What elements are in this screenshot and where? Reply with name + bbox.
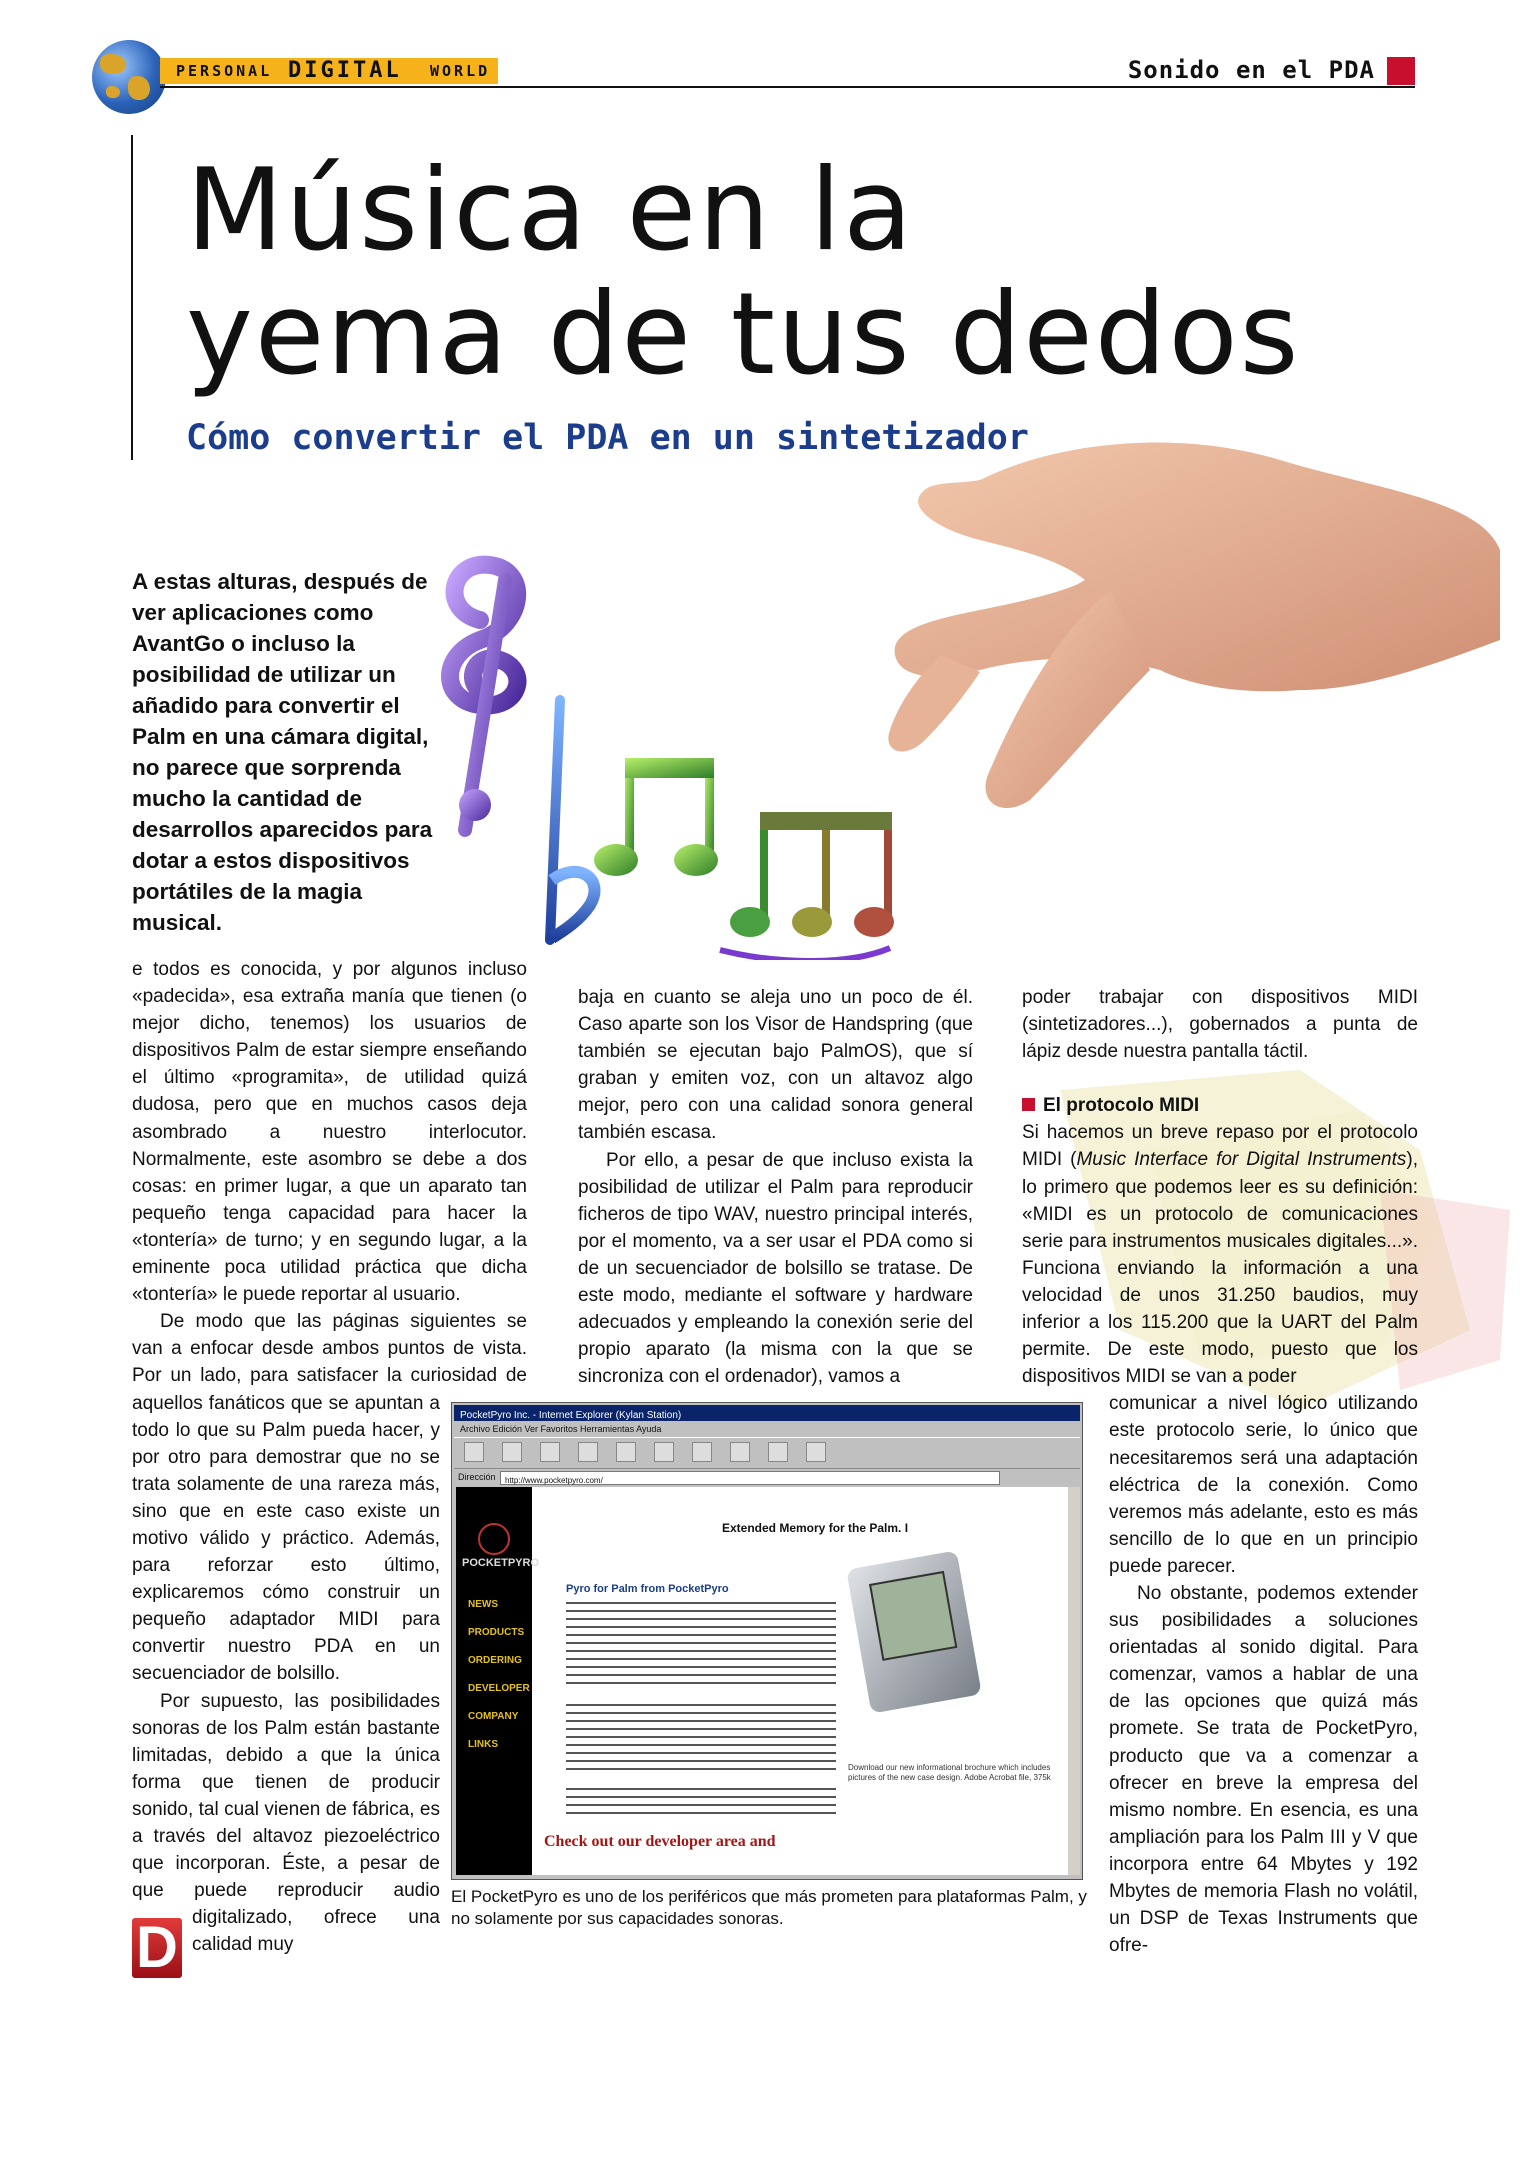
column-2: [578, 984, 973, 1390]
window-titlebar: [454, 1405, 1080, 1421]
flat-sign-icon: [550, 700, 595, 940]
col3-paragraph-2: [1022, 1119, 1418, 1390]
download-note: Download our new informational brochure which includes pictures of the new case design. Adobe Acrobat file, 375k: [848, 1763, 1051, 1782]
home-icon: [616, 1442, 636, 1462]
article-lead: A estas alturas, después de ver aplicaciones como AvantGo o incluso la posibilidad de utilizar un añadido para convertir el Palm en una cámara digital, no parece que sorprenda mucho la cantidad de desarrollos aparecidos para dotar a estos dispositivos portátiles de la magia musical.: [132, 569, 433, 935]
col1-paragraph-2-text: De modo que las páginas siguientes se van a enfocar desde ambos puntos de vista. Por un lado, para satisfacer la curiosidad de aquellos fanáticos que se apuntan a todo lo que su Palm pueda hacer, y por otro para demostrar que no se trata solamente de una rareza más, sino que en este caso existe un motivo válido y práctico. Además, para reforzar esto último, explicaremos cómo construir un pequeño adaptador MIDI para convertir nuestro PDA en un secuenciador de bolsillo.: [132, 1311, 527, 1685]
body-text-block: [566, 1701, 836, 1773]
title-line-1: Música en la: [186, 144, 915, 276]
nav-links: LINKS: [468, 1739, 498, 1750]
col3-p2-start: Si hacemos un breve repaso por el protocolo MIDI (: [1022, 1122, 1418, 1171]
pocketpyro-screenshot: [451, 1402, 1083, 1880]
midi-expansion: Music Interface for Digital Instruments: [1076, 1149, 1407, 1171]
gradient-notes-icon: [720, 812, 894, 960]
col3-wrap: [1109, 1390, 1418, 1959]
flame-icon: [478, 1523, 510, 1555]
col2-paragraph-1: baja en cuanto se aleja uno un poco de él. Caso aparte son los Visor de Handspring (que también se ejecutan bajo PalmOS), que sí graban y emiten voz, con un altavoz algo mejor, pero con una calidad sonora general también escasa.: [578, 987, 973, 1144]
forward-icon: [502, 1442, 522, 1462]
search-icon: [654, 1442, 674, 1462]
scrollbar: [1068, 1487, 1080, 1875]
article-subtitle: Cómo convertir el PDA en un sintetizador: [186, 418, 1029, 458]
refresh-icon: [578, 1442, 598, 1462]
history-icon: [730, 1442, 750, 1462]
nav-news: NEWS: [468, 1599, 498, 1610]
section-title: Sonido en el PDA: [1127, 56, 1375, 84]
favorites-icon: [692, 1442, 712, 1462]
nav-developer: DEVELOPER: [468, 1683, 530, 1694]
brand-personal: PERSONAL: [176, 62, 273, 80]
nav-ordering: ORDERING: [468, 1655, 522, 1666]
header-rule: [160, 86, 1415, 88]
title-rule: [131, 135, 133, 460]
subhead-text: El protocolo MIDI: [1043, 1095, 1200, 1117]
col3-paragraph-4: No obstante, podemos extender sus posibilidades a soluciones orientadas al sonido digital. Para comenzar, vamos a hablar de una de las opciones que quizá más promete. Se trata de PocketPyro, producto que va a comenzar a ofrecer en breve la empresa del mismo nombre. En esencia, es una ampliación para los Palm III y V que incorpora entre 64 Mbytes y 192 Mbytes de memoria Flash no volátil, un DSP de Texas Instruments que ofre-: [1109, 1582, 1418, 1957]
promo-link: Check out our developer area and: [544, 1833, 776, 1850]
site-logo: POCKETPYRO: [462, 1557, 540, 1569]
brand-world: WORLD: [430, 62, 491, 80]
col3-paragraph-1: poder trabajar con dispositivos MIDI (sintetizadores...), gobernados a punta de lápiz desde nuestra pantalla táctil.: [1022, 987, 1418, 1063]
back-icon: [464, 1442, 484, 1462]
subhead-protocolo-midi: [1022, 1092, 1418, 1119]
address-url: http://www.pocketpyro.com/: [505, 1476, 603, 1485]
page-heading: Extended Memory for the Palm. I: [722, 1521, 909, 1535]
print-icon: [806, 1442, 826, 1462]
menu-bar: Archivo Edición Ver Favoritos Herramientas Ayuda: [460, 1424, 662, 1434]
site-sidebar: [456, 1487, 540, 1875]
palm-screen: [869, 1571, 957, 1661]
figure-caption: El PocketPyro es uno de los periféricos que más prometen para plataformas Palm, y no solamente por sus capacidades sonoras.: [451, 1887, 1087, 1928]
web-page: [456, 1487, 1068, 1875]
body-text-block: [566, 1785, 836, 1817]
col1-paragraph-1: e todos es conocida, y por algunos incluso «padecida», esa extraña manía que tienen (o mejor dicho, tenemos) los usuarios de dispositivos Palm de estar siempre enseñando el último «programita», de utilidad quizá dudosa, pero que en muchos casos deja asombrado a nuestro interlocutor. Normalmente, este asombro se debe a dos cosas: en primer lugar, a que un aparato tan pequeño tenga capacidad para hacer la «tontería» de turno; y en segundo lugar, a la eminente poca utilidad práctica que dicha «tontería» le puede reportar al usuario.: [132, 959, 527, 1306]
address-label: Dirección: [458, 1472, 496, 1482]
nav-products: PRODUCTS: [468, 1627, 525, 1638]
address-bar: [454, 1469, 1080, 1485]
section-marker: [1387, 57, 1415, 85]
browser-toolbar: [454, 1437, 1080, 1469]
title-line-2: yema de tus dedos: [186, 268, 1301, 400]
green-notes-icon: [594, 758, 718, 876]
col3-p2-end: ), lo primero que podemos leer es su definición: «MIDI es un protocolo de comunicaciones serie para instrumentos musicales digitales...». Funciona enviando la información a una velocidad de unos 31.250 baudios, muy inferior a los 115.200 que la UART del Palm permite. De este modo, puesto que los dispositivos MIDI se van a poder: [1022, 1149, 1418, 1388]
brand-bar: [160, 58, 498, 84]
drop-cap: D: [132, 1918, 182, 1978]
brand-digital: DIGITAL: [288, 58, 402, 83]
col2-paragraph-2: Por ello, a pesar de que incluso exista la posibilidad de utilizar el Palm para reproducir ficheros de tipo WAV, nuestro principal interés, por el momento, va a ser usar el PDA como si de un secuenciador de bolsillo se tratase. De este modo, mediante el software y hardware adecuados y empleando la conexión serie del propio aparato (la misma con la que se sincroniza con el ordenador), vamos a: [578, 1149, 973, 1388]
globe-logo-icon: [92, 40, 166, 114]
address-field: [500, 1471, 1000, 1485]
window-title: PocketPyro Inc. - Internet Explorer (Kylan Station): [460, 1410, 682, 1421]
col3-paragraph-3: comunicar a nivel lógico utilizando este protocolo serie, lo único que necesitaremos será una adaptación eléctrica de la conexión. Como veremos más adelante, esto es más sencillo de lo que en un principio puede parecer.: [1109, 1393, 1418, 1577]
stop-icon: [540, 1442, 560, 1462]
hand-music-illustration: [420, 440, 1500, 960]
nav-company: COMPANY: [468, 1711, 519, 1722]
mail-icon: [768, 1442, 788, 1462]
article-title: [186, 144, 1301, 400]
body-text-block: [566, 1599, 836, 1687]
subhead-marker: [1022, 1098, 1035, 1111]
hand-icon: [888, 443, 1500, 808]
palm-device-icon: [846, 1550, 982, 1713]
treble-clef-icon: [450, 565, 517, 830]
page-subheading: Pyro for Palm from PocketPyro: [566, 1583, 729, 1595]
col1-paragraph-3-text: Por supuesto, las posibilidades sonoras de los Palm están bastante limitadas, debido a que la única forma que tienen de producir sonido, tal cual vienen de fábrica, es a través del altavoz piezoeléctrico que incorporan. Éste, a pesar de que puede reproducir audio digitalizado, ofrece una calidad muy: [132, 1690, 440, 1956]
figure-wrap-offset: [527, 956, 528, 1394]
